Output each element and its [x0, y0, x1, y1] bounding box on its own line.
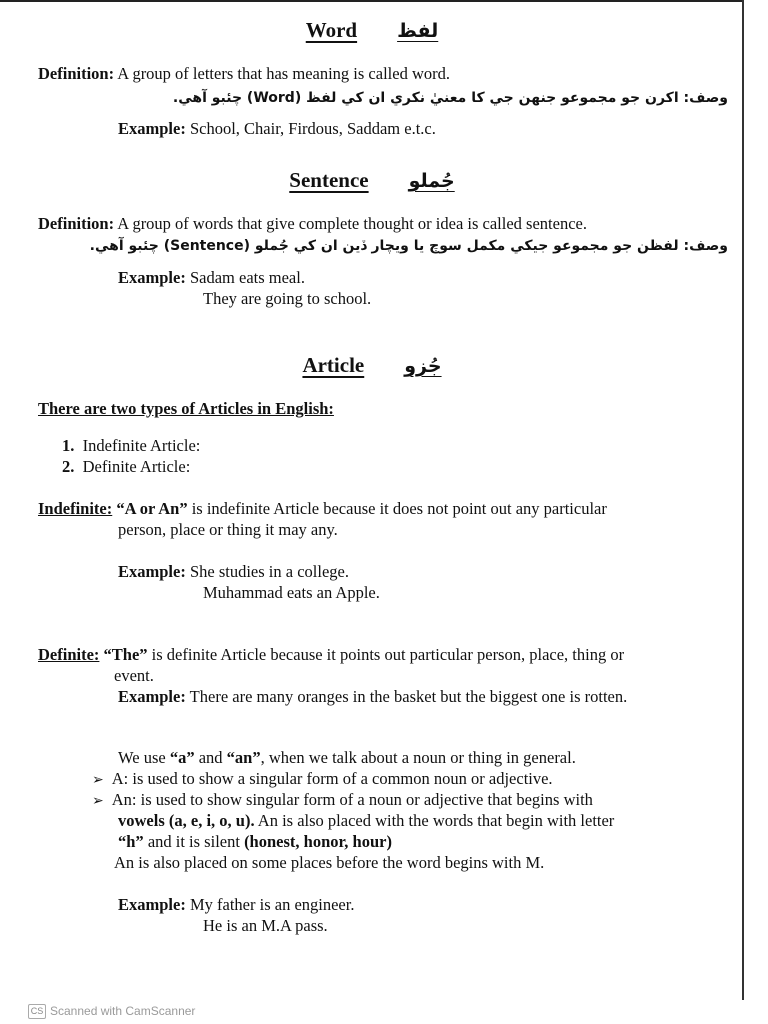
usage-an-line-3-text: and it is silent — [143, 832, 245, 851]
article-title-en: Article — [302, 353, 365, 377]
word-def-text: A group of letters that has meaning is called word. — [114, 64, 450, 83]
usage-an-line-2 — [118, 811, 614, 831]
definite-ex-text: There are many oranges in the basket but the biggest one is rotten. — [185, 687, 628, 706]
usage-intro-pre: We use — [118, 748, 170, 767]
usage-bullet-a-text: A: is used to show a singular form of a common noun or adjective. — [111, 769, 553, 788]
usage-example-2: He is an M.A pass. — [203, 916, 328, 935]
sentence-def-label: Definition: — [38, 214, 115, 233]
list-number: 2. — [62, 457, 75, 476]
usage-vowels: vowels (a, e, i, o, u). — [118, 811, 255, 830]
definite-quote: “The” — [99, 645, 148, 664]
indefinite-definition-cont: person, place or thing it may any. — [118, 520, 338, 539]
usage-intro — [118, 748, 576, 768]
indefinite-ex-label: Example: — [118, 562, 186, 581]
usage-an-line-4: An is also placed on some places before the word begins with M. — [114, 853, 545, 872]
definite-ex-label: Example: — [118, 687, 186, 706]
sentence-definition-sindhi: وصف: لفظن جو مجموعو جيکي مکمل سوچ يا ويچار ڏين ان کي جُملو (Sentence) چئبو آهي. — [89, 238, 728, 254]
top-border — [0, 0, 744, 2]
usage-ex-label: Example: — [118, 895, 186, 914]
sentence-ex-text-1: Sadam eats meal. — [185, 268, 305, 287]
word-definition — [38, 64, 450, 84]
usage-intro-a: “a” — [169, 748, 195, 767]
usage-intro-mid: and — [194, 748, 227, 767]
word-title-ur: لفظ — [397, 20, 439, 42]
arrow-bullet-icon: ➢ — [92, 793, 104, 809]
definite-definition-cont: event. — [114, 666, 154, 685]
word-ex-label: Example: — [118, 119, 186, 138]
indefinite-example-1 — [118, 562, 349, 582]
definite-definition — [38, 645, 624, 665]
word-heading — [0, 18, 744, 43]
usage-an-line-3 — [118, 832, 392, 852]
usage-ex-text-1: My father is an engineer. — [185, 895, 355, 914]
sentence-example-2: They are going to school. — [203, 289, 372, 308]
word-ex-text: School, Chair, Firdous, Saddam e.t.c. — [185, 119, 436, 138]
arrow-bullet-icon: ➢ — [92, 772, 104, 788]
indefinite-label: Indefinite: — [38, 499, 113, 518]
sentence-example-1 — [118, 268, 305, 288]
sentence-title-ur: جُملو — [408, 170, 455, 192]
sentence-heading — [0, 168, 744, 193]
sentence-def-text: A group of words that give complete thought or idea is called sentence. — [114, 214, 587, 233]
article-heading — [0, 353, 744, 378]
sentence-definition — [38, 214, 587, 234]
usage-bullet-an — [92, 790, 593, 810]
definite-example — [118, 687, 627, 707]
usage-intro-an: “an” — [226, 748, 261, 767]
word-def-label: Definition: — [38, 64, 115, 83]
list-number: 1. — [62, 436, 75, 455]
camscanner-text: Scanned with CamScanner — [50, 1004, 196, 1018]
usage-bullet-a — [92, 769, 553, 789]
usage-intro-post: , when we talk about a noun or thing in general. — [260, 748, 576, 767]
article-list-item-2 — [62, 457, 190, 477]
sentence-ex-label: Example: — [118, 268, 186, 287]
indefinite-text: is indefinite Article because it does not point out any particular — [187, 499, 607, 518]
usage-an-line-2-text: An is also placed with the words that begin with letter — [254, 811, 615, 830]
indefinite-definition — [38, 499, 607, 519]
definite-label: Definite: — [38, 645, 100, 664]
usage-example-1 — [118, 895, 354, 915]
sentence-title-en: Sentence — [289, 168, 369, 192]
right-border — [742, 0, 744, 1000]
article-list-item-1 — [62, 436, 200, 456]
indefinite-ex-text-1: She studies in a college. — [185, 562, 349, 581]
usage-h-examples: (honest, honor, hour) — [244, 832, 392, 851]
list-item-text: Indefinite Article: — [82, 436, 201, 455]
word-title-en: Word — [305, 18, 358, 42]
article-types-heading: There are two types of Articles in English: — [38, 399, 334, 418]
usage-h: “h” — [118, 832, 144, 851]
camscanner-logo-icon: CS — [28, 1004, 46, 1019]
article-title-ur: جُزو — [404, 355, 442, 377]
definite-text: is definite Article because it points out particular person, place, thing or — [147, 645, 625, 664]
indefinite-example-2: Muhammad eats an Apple. — [203, 583, 380, 602]
usage-bullet-an-text: An: is used to show singular form of a noun or adjective that begins with — [111, 790, 593, 809]
indefinite-quote: “A or An” — [112, 499, 188, 518]
camscanner-watermark — [28, 1004, 195, 1019]
list-item-text: Definite Article: — [82, 457, 191, 476]
word-example — [118, 119, 436, 139]
word-definition-sindhi: وصف: اکرن جو مجموعو جنهن جي کا معنيٰ نکري ان کي لفظ (Word) چئبو آهي. — [172, 90, 728, 106]
